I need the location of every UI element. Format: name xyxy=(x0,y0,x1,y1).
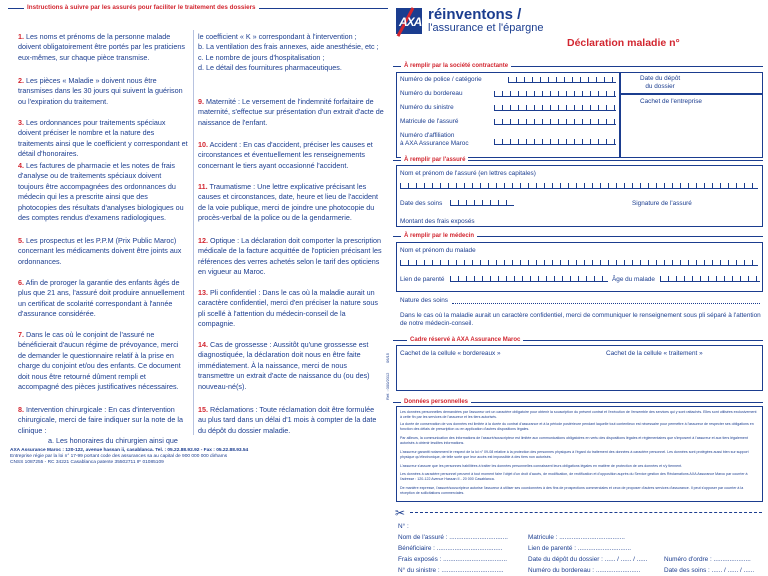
instruction-3 xyxy=(18,118,188,160)
instruction-text: Optique : La déclaration doit comporter la prescription médicale de la facture acquittée de l'opticien précisant les références des verres achetés selon le tarif des opticiens en vigueur au Maroc. xyxy=(198,236,382,277)
section-heading: Cadre réservé à AXA Assurance Maroc xyxy=(407,336,523,345)
stub-bordereau: Numéro du bordereau : ......................... xyxy=(528,567,641,574)
column-divider xyxy=(193,30,194,435)
instruction-num: 10. xyxy=(198,140,208,149)
instruction-10 xyxy=(198,140,384,171)
stub-beneficiaire: Bénéficiaire : ..................................... xyxy=(398,545,503,552)
instruction-7 xyxy=(18,330,188,392)
matricule-label: Matricule de l'assuré xyxy=(400,118,459,125)
instruction-text: Afin de proroger la garantie des enfants âgés de plus que 21 ans, l'assuré doit produire annuellement un certificat de scolarité correspondant à l'année d'assurance considérée. xyxy=(18,278,185,319)
instruction-text: Dans le cas où le conjoint de l'assuré ne bénéficierait d'aucun régime de prévoyance, merci de demander le questionnaire relatif à la prise en charge du conjoint et/ou des enfants. Ce document doit nous être retourné dûment rempli et accompagné des pièces justificatives nécessaires. xyxy=(18,330,181,392)
stub-date-depot: Date du dépôt du dossier : ...... / ...... / ...... xyxy=(528,556,648,563)
stub-matricule: Matricule : ..................................... xyxy=(528,534,625,541)
instruction-text: Maternité : Le versement de l'indemnité forfaitaire de maternité, s'effectue sur présentation d'un extrait d'acte de naissance de l'enfant. xyxy=(198,97,384,127)
cachet-entreprise-label: Cachet de l'entreprise xyxy=(640,98,702,105)
matricule-input[interactable] xyxy=(494,119,616,125)
instruction-text: Les pièces « Maladie » doivent nous être transmises dans les 30 jours qui suivent la guérison ou l'expiration du traitement. xyxy=(18,76,183,106)
sinistre-input[interactable] xyxy=(494,105,616,111)
axa-logo xyxy=(396,8,422,34)
instruction-num: 5. xyxy=(18,236,24,245)
instruction-text: Cas de grossesse : Aussitôt qu'une grossesse est diagnostiquée, la déclaration doit nous en être faite immédiatement. À la naissance, merci de nous transmettre un extrait d'acte de naissance du (ou des) nouveau-né(s). xyxy=(198,340,370,391)
stub-date-soins: Date des soins : ...... / ...... / ...... xyxy=(664,567,755,574)
instruction-2 xyxy=(18,76,188,107)
nature-label: Nature des soins xyxy=(400,297,448,304)
nom-assure-label: Nom et prénom de l'assuré (en lettres capitales) xyxy=(400,170,536,177)
donnees-p4: L'assureur garantit notamment le respect de la loi n° 09-08 relative à la protection des personnes physiques à l'égard du traitement des données à caractère personnel. Les données sont protégées aussi bien sur support physique qu'électronique, de telle sorte que leur accès est impossible à des tiers non autorisés. xyxy=(400,450,749,459)
stub-ordre: Numéro d'ordre : ..................... xyxy=(664,556,751,563)
instruction-11 xyxy=(198,182,384,224)
nature-input[interactable] xyxy=(452,303,760,304)
instruction-text: Les ordonnances pour traitements spéciaux doivent préciser le nombre et la nature des traitements ainsi que le coefficient y correspondant et détail d'honoraires. xyxy=(18,118,188,159)
instruction-text: Les prospectus et les P.P.M (Prix Public Maroc) concernant les médicaments doivent être joints aux ordonnances. xyxy=(18,236,182,266)
policy-label: Numéro de police / catégorie xyxy=(400,76,482,83)
instruction-text: Réclamations : Toute réclamation doit être formulée au plus tard dans un délai d'1 mois à compter de la date du dépôt du dossier maladie. xyxy=(198,405,377,435)
instruction-1 xyxy=(18,32,188,63)
date-soins-label: Date des soins xyxy=(400,200,443,207)
stub-sinistre: N° du sinistre : ................................... xyxy=(398,567,504,574)
signature-label: Signature de l'assuré xyxy=(632,200,692,207)
instruction-text: Les noms et prénoms de la personne malade doivent obligatoirement être portés par les praticiens eux-mêmes, sur chaque pièce transmise. xyxy=(18,32,186,62)
instruction-num: 15. xyxy=(198,405,208,414)
section-heading: À remplir par la société contractante xyxy=(401,62,511,71)
nom-assure-input[interactable] xyxy=(400,183,758,189)
cachet-bordereaux-label: Cachet de la cellule « bordereaux » xyxy=(400,350,501,357)
lien-input[interactable] xyxy=(450,276,608,282)
instruction-num: 8. xyxy=(18,405,24,414)
footer-line-3: CNSS 1087255 - RC 34221 Casablanca patente 35502711 IF 01085109 xyxy=(10,460,164,465)
company-footer xyxy=(10,448,390,466)
instruction-text: Les factures de pharmacie et les notes de frais d'analyse ou de traitements spéciaux doivent toujours être accompagnées des ordonnances du médecin qui les a prescrite ainsi que des photocopies des résultats d'analyses biologiques ou des comptes rendus d'examens radiologiques. xyxy=(18,161,184,223)
instruction-8a xyxy=(48,436,188,446)
instruction-num: 4. xyxy=(18,161,24,170)
nom-malade-label: Nom et prénom du malade xyxy=(400,247,476,254)
instruction-text: Traumatisme : Une lettre explicative précisant les causes et circonstances, date, heure et lieu de l'accident de la voie publique, merci de joindre une photocopie du procès-verbal de la police ou de la gendarmerie. xyxy=(198,182,378,223)
brand-tagline-2: l'assurance et l'épargne xyxy=(428,22,544,34)
instruction-12 xyxy=(198,236,384,278)
stub-num: N° : xyxy=(398,523,409,530)
footer-line-2: Entreprise régie par la loi n° 17-99 portant code des assurances sa au capital de 900 000 000 dirhams xyxy=(10,454,228,459)
policy-input[interactable] xyxy=(508,77,616,83)
confidentiel-note: Dans le cas où la maladie aurait un caractère confidentiel, merci de communiquer le renseignement sous pli séparé à l'attention de notre médecin-conseil. xyxy=(400,312,761,327)
stub-lien: Lien de parenté : .............................. xyxy=(528,545,632,552)
brand-tagline-1: réinventons / xyxy=(428,6,522,23)
instruction-13 xyxy=(198,288,384,330)
instruction-num: 9. xyxy=(198,97,204,106)
instruction-num: 3. xyxy=(18,118,24,127)
instruction-num: 7. xyxy=(18,330,24,339)
bordereau-input[interactable] xyxy=(494,91,616,97)
age-label: Âge du malade xyxy=(612,276,655,283)
instruction-text: Pli confidentiel : Dans le cas où la maladie aurait un caractère confidentiel, merci d'en préciser la nature sous pli scellé à l'attention du médecin-conseil de la compagnie. xyxy=(198,288,378,329)
section-heading: À remplir par le médecin xyxy=(401,232,477,241)
instruction-8-continued: le coefficient « K » correspondant à l'intervention ; b. La ventilation des frais annexes, aide anesthésie, etc ; c. Le nombre de jours d'hospitalisation ; d. Le détail des fournitures pharmaceutiques. xyxy=(198,32,379,73)
instruction-num: 11. xyxy=(198,182,208,191)
cut-line xyxy=(410,512,762,513)
instruction-5 xyxy=(18,236,188,267)
section-heading: Données personnelles xyxy=(401,398,471,407)
scissors-icon: ✂ xyxy=(395,506,406,520)
instruction-9 xyxy=(198,97,384,128)
donnees-p3: Par ailleurs, la communication des informations de l'assuré/souscripteur est limitée aux communications obligatoires en vertu des dispositions légales et réglementaires que s'imposent à l'assureur et aux tiers légalement autorisés à obtenir lesdites informations. xyxy=(400,436,748,445)
instruction-text: Intervention chirurgicale : En cas d'intervention chirurgicale, merci de faire indiquer sur la note de la clinique : xyxy=(18,405,183,435)
date-depot-label: Date du dépôt du dossier xyxy=(640,75,681,90)
side-code-b: Réf. : 000/2012 xyxy=(385,372,390,400)
donnees-p2: La durée de conservation de vos données est limitée à la durée du contrat d'assurance et à la période postérieure pendant laquelle tout contentieux est nécessaire pour permettre à l'assureur de respecter ses obligations en fonction des délais de prescription ou en application d'autres dispositions légales. xyxy=(400,422,754,431)
montant-label: Montant des frais exposés xyxy=(400,218,475,225)
instructions-heading: Instructions à suivre par les assurés pour faciliter le traitement des dossiers xyxy=(24,2,259,14)
form-title: Déclaration maladie n° xyxy=(567,37,680,49)
donnees-p7: De manière expresse, l'assuré/souscripteur autorise l'assureur à utiliser ses coordonnées à des fins de prospections commerciales et ceux de proposer d'autres services d'assurance. Il peut s'opposer par courrier à la réception de sollicitations commerciales. xyxy=(400,486,744,495)
side-code-a: 06/15 xyxy=(385,352,390,363)
footer-line-1: AXA Assurance Maroc : 120-122, avenue hassan ii, casablanca. Tel. : 05.22.88.92.92 - Fax : 05.22.88.93.54 xyxy=(10,448,249,453)
instruction-num: 6. xyxy=(18,278,24,287)
instruction-text: a. Les honoraires du chirurgien ainsi que xyxy=(48,436,178,445)
section-heading: À remplir par l'assuré xyxy=(401,156,468,165)
instruction-6 xyxy=(18,278,188,320)
donnees-p6: Les données à caractère personnel peuvent à tout moment faire l'objet d'un droit d'accès, de modification, de rectification et d'opposition auprès du Service gestion des Réclamations AXA Assurance Maroc par courrier à l'adresse : 120-122 Avenue Hassan II - 20 000 Casablanca. xyxy=(400,472,748,481)
instruction-num: 14. xyxy=(198,340,208,349)
age-input[interactable] xyxy=(660,276,760,282)
instruction-num: 1. xyxy=(18,32,24,41)
instruction-8 xyxy=(18,405,188,436)
stub-frais: Frais exposés : .................................... xyxy=(398,556,508,563)
instruction-15 xyxy=(198,405,384,436)
instructions-heading-bar xyxy=(8,2,388,16)
logo-text: AXA xyxy=(399,15,422,29)
nom-malade-input[interactable] xyxy=(400,260,758,266)
affiliation-input[interactable] xyxy=(494,139,616,145)
instruction-num: 13. xyxy=(198,288,208,297)
bordereau-label: Numéro du bordereau xyxy=(400,90,463,97)
lien-label: Lien de parenté xyxy=(400,276,445,283)
instruction-num: 2. xyxy=(18,76,24,85)
instruction-num: 12. xyxy=(198,236,208,245)
sinistre-label: Numéro du sinistre xyxy=(400,104,454,111)
instruction-14 xyxy=(198,340,384,392)
instruction-text: Accident : En cas d'accident, préciser les causes et circonstances et éventuellement les renseignements concernant le tiers ayant occasionné l'accident. xyxy=(198,140,373,170)
instruction-4 xyxy=(18,161,188,223)
date-soins-input[interactable] xyxy=(450,200,514,206)
affiliation-label: Numéro d'affiliation à AXA Assurance Maroc xyxy=(400,132,469,147)
donnees-p5: L'assureur s'assure que les personnes habilitées à traiter les données personnelles connaissent leurs obligations légales en matière de protection de ces données et s'y tiennent. xyxy=(400,464,683,468)
cachet-traitement-label: Cachet de la cellule « traitement » xyxy=(606,350,703,357)
stub-nom: Nom de l'assuré : ................................. xyxy=(398,534,508,541)
donnees-p1: Les données personnelles demandées par l'assureur ont un caractère obligatoire pour obtenir la souscription du présent contrat et l'exécution de l'ensemble des services qui y sont rattachés. Elles sont utilisées exclusivement à cette fin par les services de l'assureur et les tiers autorisés. xyxy=(400,410,757,419)
